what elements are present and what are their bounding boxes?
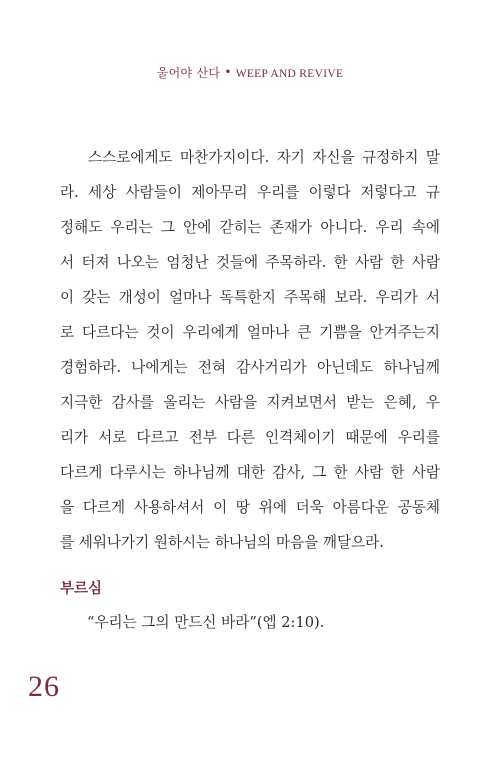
body-line: 로 다르다는 것이 우리에게 얼마나 큰 기쁨을 안겨주는지 — [60, 324, 440, 341]
book-title-korean: 울어야 산다 — [156, 66, 221, 80]
body-line: 경험하라. 나에게는 전혀 감사거리가 아닌데도 하나님께 — [60, 359, 440, 376]
body-line: 이 갖는 개성이 얼마나 독특한지 주목해 보라. 우리가 서 — [60, 289, 440, 306]
body-line: 라. 세상 사람들이 제아무리 우리를 이렇다 저렇다고 규 — [60, 184, 440, 201]
body-paragraph — [60, 140, 440, 560]
body-line: 정해도 우리는 그 안에 갇히는 존재가 아니다. 우리 속에 — [60, 219, 440, 236]
body-line: 서 터져 나오는 엄청난 것들에 주목하라. 한 사람 한 사람 — [60, 254, 440, 271]
page-number: 26 — [28, 670, 60, 703]
body-line: 를 세워나가기 원하시는 하나님의 마음을 깨달으라. — [60, 534, 384, 551]
running-header — [0, 64, 500, 81]
header-separator: • — [224, 65, 232, 79]
body-line: 을 다르게 사용하셔서 이 땅 위에 더욱 아름다운 공동체 — [60, 499, 440, 516]
body-line: 다르게 다루시는 하나님께 대한 감사, 그 한 사람 한 사람 — [60, 464, 440, 481]
scripture-verse: “우리는 그의 만드신 바라”(엡 2:10). — [87, 614, 325, 631]
calling-heading: 부르심 — [60, 581, 103, 597]
book-title-english: WEEP AND REVIVE — [235, 68, 344, 80]
body-line: 지극한 감사를 올리는 사람을 지켜보면서 받는 은혜, 우 — [60, 394, 440, 411]
body-line: 리가 서로 다르고 전부 다른 인격체이기 때문에 우리를 — [60, 429, 440, 446]
body-line: 스스로에게도 마찬가지이다. 자기 자신을 규정하지 말 — [88, 149, 440, 166]
